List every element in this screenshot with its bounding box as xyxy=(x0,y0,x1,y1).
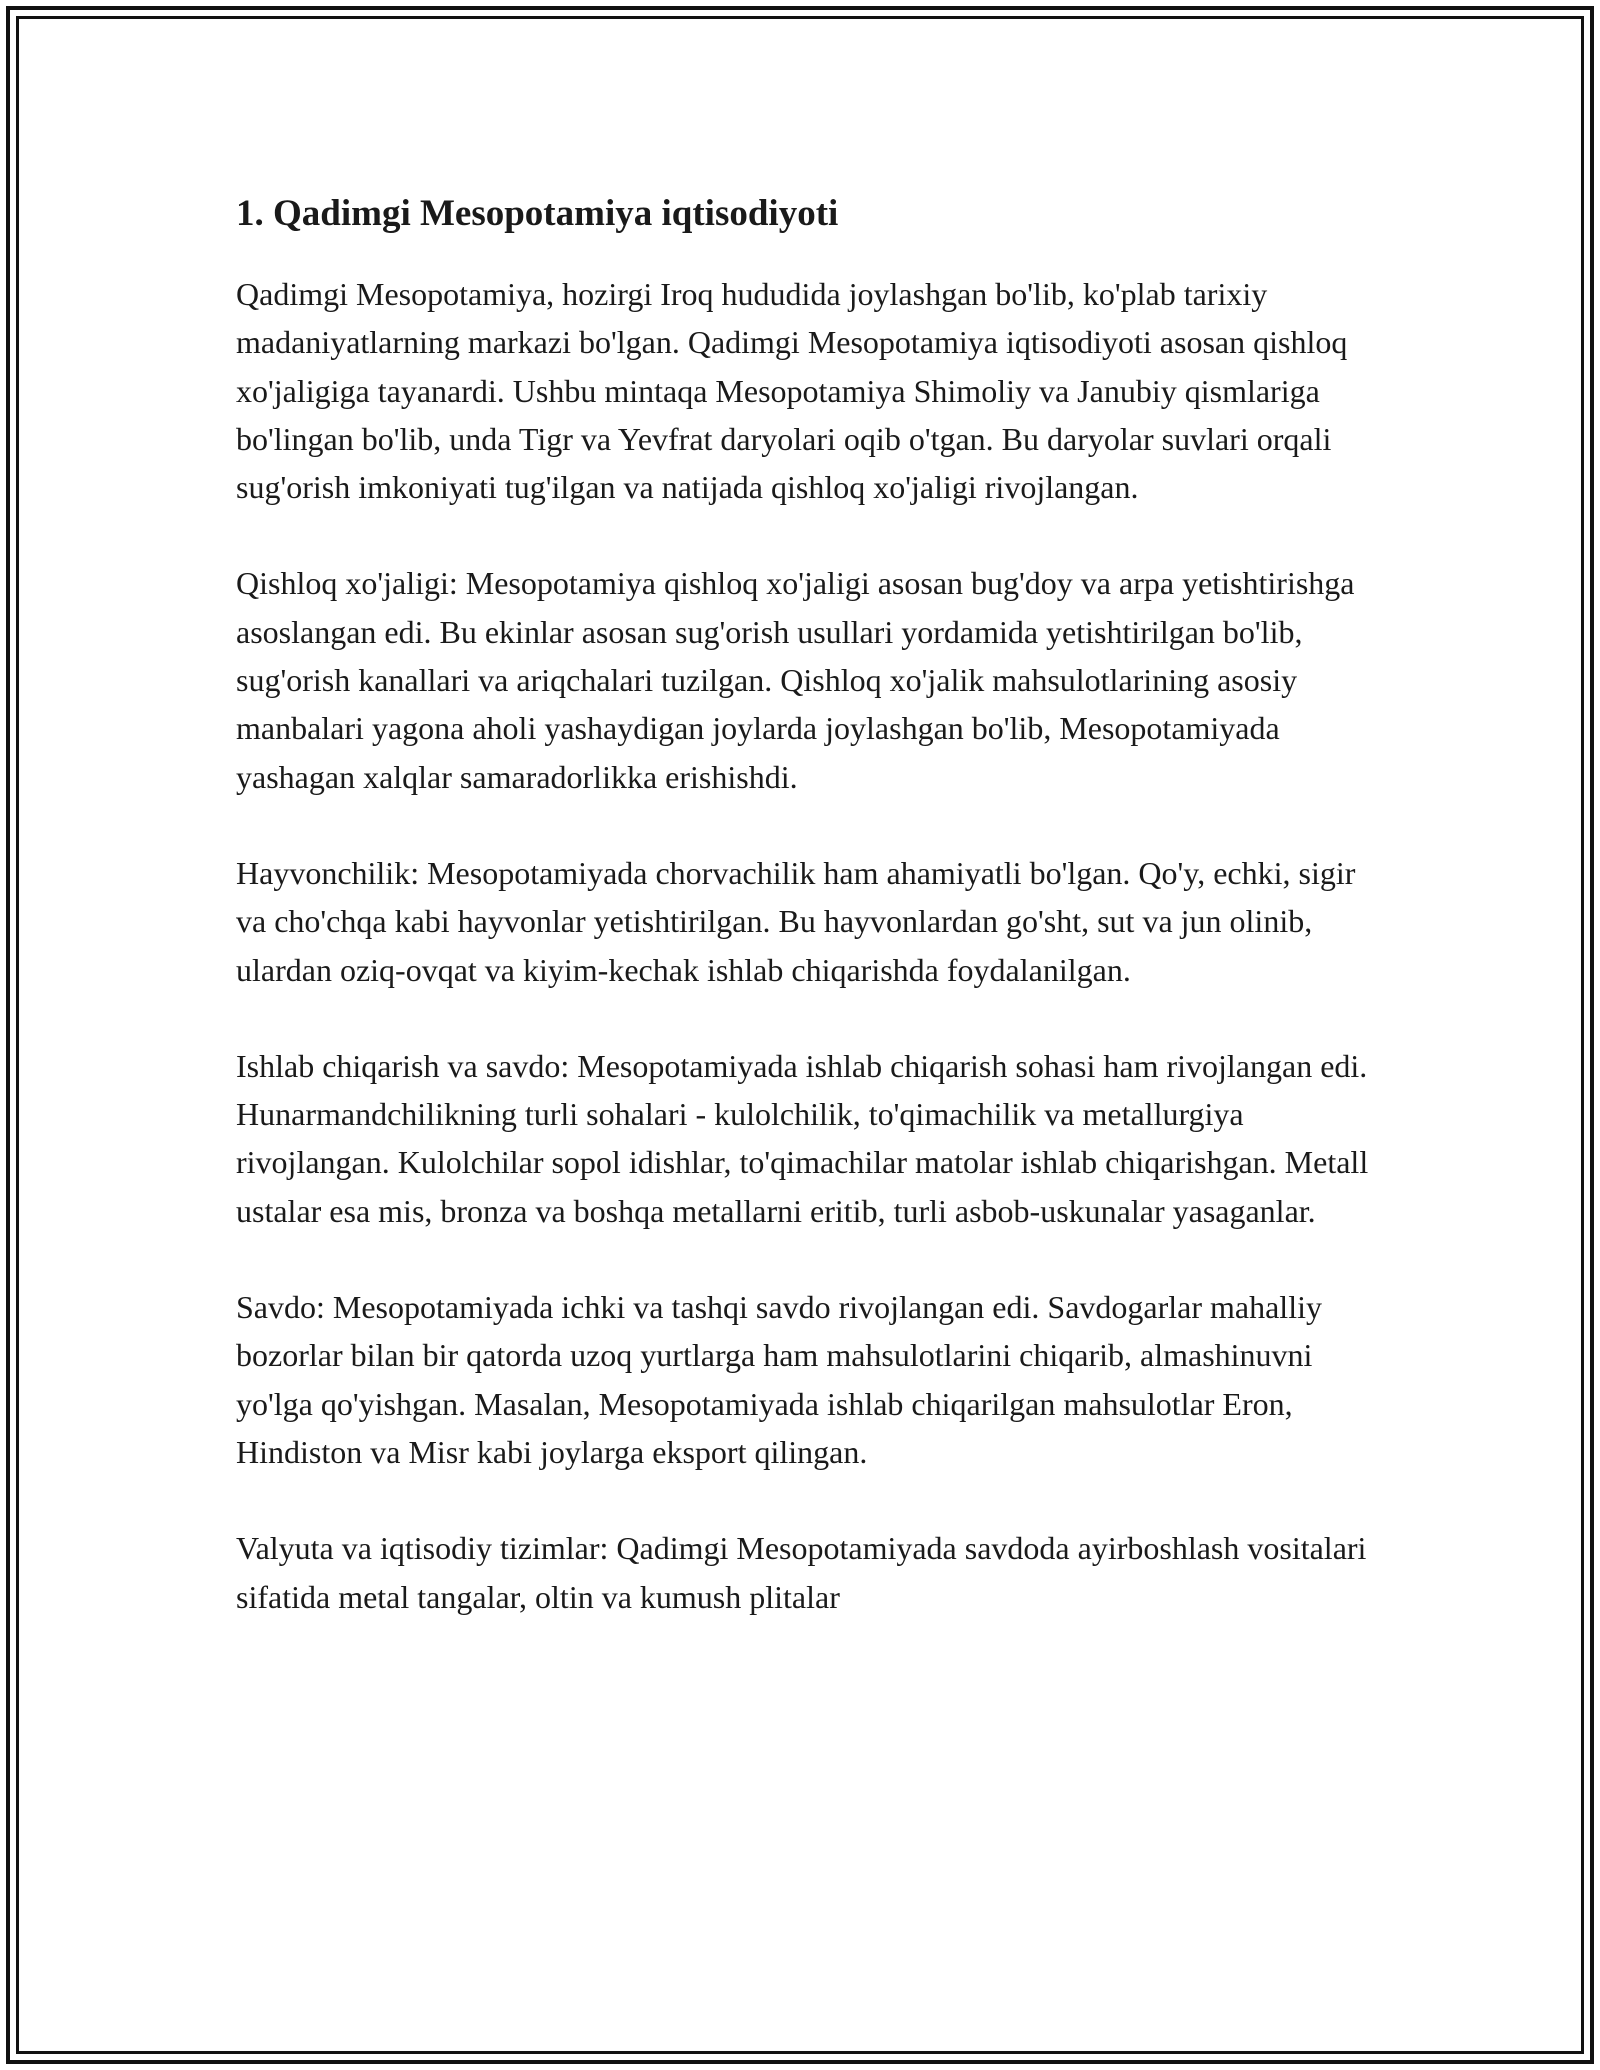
paragraph-intro: Qadimgi Mesopotamiya, hozirgi Iroq hududida joylashgan bo'lib, ko'plab tarixiy madaniyatlarning markazi bo'lgan. Qadimgi Mesopotamiya iqtisodiyoti asosan qishloq xo'jaligiga tayanardi. Ushbu mintaqa Mesopotamiya Shimoliy va Janubiy qismlariga bo'lingan bo'lib, unda Tigr va Yevfrat daryolari oqib o'tgan. Bu daryolar suvlari orqali sug'orish imkoniyati tug'ilgan va natijada qishloq xo'jaligi rivojlangan. xyxy=(236,276,1348,506)
paragraph-livestock: Hayvonchilik: Mesopotamiyada chorvachilik ham ahamiyatli bo'lgan. Qo'y, echki, sigir va cho'chqa kabi hayvonlar yetishtirilgan. Bu hayvonlardan go'sht, sut va jun olinib, ulardan oziq-ovqat va kiyim-kechak ishlab chiqarishda foydalanilgan. xyxy=(236,854,1356,988)
paragraph-trade: Savdo: Mesopotamiyada ichki va tashqi savdo rivojlangan edi. Savdogarlar mahalliy bozorlar bilan bir qatorda uzoq yurtlarga ham mahsulotlarini chiqarib, almashinuvni yo'lga qo'yishgan. Masalan, Mesopotamiyada ishlab chiqarilgan mahsulotlar Eron, Hindiston va Misr kabi joylarga eksport qilingan. xyxy=(236,1289,1322,1470)
section-heading: 1. Qadimgi Mesopotamiya iqtisodiyoti xyxy=(236,193,839,234)
paragraph-agriculture: Qishloq xo'jaligi: Mesopotamiya qishloq xo'jaligi asosan bug'doy va arpa yetishtirishga asoslangan edi. Bu ekinlar asosan sug'orish usullari yordamida yetishtirilgan bo'lib, sug'orish kanallari va ariqchalari tuzilgan. Qishloq xo'jalik mahsulotlarining asosiy manbalari yagona aholi yashaydigan joylarda joylashgan bo'lib, Mesopotamiyada yashagan xalqlar samaradorlikka erishishdi. xyxy=(236,565,1355,795)
paragraph-production: Ishlab chiqarish va savdo: Mesopotamiyada ishlab chiqarish sohasi ham rivojlangan edi. Hunarmandchilikning turli sohalari - kulolchilik, to'qimachilik va metallurgiya rivojlangan. Kulolchilar sopol idishlar, to'qimachilar matolar ishlab chiqarishgan. Metall ustalar esa mis, bronza va boshqa metallarni eritib, turli asbob-uskunalar yasaganlar. xyxy=(236,1047,1369,1229)
paragraph-currency: Valyuta va iqtisodiy tizimlar: Qadimgi Mesopotamiyada savdoda ayirboshlash vositalari sifatida metal tangalar, oltin va kumush plitalar xyxy=(236,1530,1367,1615)
document-body xyxy=(236,190,1386,1669)
